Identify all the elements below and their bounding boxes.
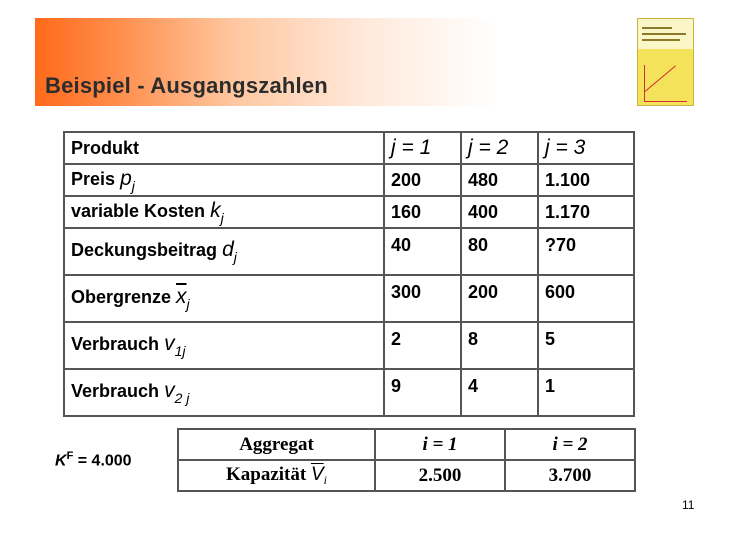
cell: 4 <box>461 369 538 416</box>
row-label: Obergrenze $\overline{x}_j$ <box>64 275 384 322</box>
row-label: Verbrauch $v_{1j}$ <box>64 322 384 369</box>
table-row <box>64 275 634 322</box>
row-label: Deckungsbeitrag $d_j$ <box>64 228 384 275</box>
row-label: variable Kosten $k_j$ <box>64 196 384 228</box>
aggregate-table <box>177 428 636 492</box>
cell: 3.700 <box>505 460 635 491</box>
fixed-cost-label: $K^F = 4.000$ <box>55 450 132 470</box>
cell: 1.100 <box>538 164 634 196</box>
table-row <box>64 164 634 196</box>
slide-title: Beispiel - Ausgangszahlen <box>45 73 328 98</box>
row-label: Verbrauch $v_{2 j}$ <box>64 369 384 416</box>
cell: 200 <box>384 164 461 196</box>
header-j2: j = 2 <box>461 132 538 164</box>
cell: 160 <box>384 196 461 228</box>
cell: 1 <box>538 369 634 416</box>
cell: 600 <box>538 275 634 322</box>
header-i2: i = 2 <box>505 429 635 460</box>
header-produkt: Produkt <box>64 132 384 164</box>
product-table <box>63 131 635 417</box>
table-row <box>178 460 635 491</box>
row-label: Preis $p_j$ <box>64 164 384 196</box>
row-label-kapazitaet: Kapazität $\overline{V}_i$ <box>178 460 375 491</box>
cell: 40 <box>384 228 461 275</box>
table-row <box>64 228 634 275</box>
cell: 8 <box>461 322 538 369</box>
header-aggregat: Aggregat <box>178 429 375 460</box>
cell: 5 <box>538 322 634 369</box>
cell: 400 <box>461 196 538 228</box>
cell: 9 <box>384 369 461 416</box>
header-j1: j = 1 <box>384 132 461 164</box>
table-row <box>64 369 634 416</box>
header-j3: j = 3 <box>538 132 634 164</box>
cell: 80 <box>461 228 538 275</box>
cell: 200 <box>461 275 538 322</box>
cell: 2.500 <box>375 460 505 491</box>
cell: 480 <box>461 164 538 196</box>
table-row <box>64 322 634 369</box>
header-i1: i = 1 <box>375 429 505 460</box>
table-row <box>64 196 634 228</box>
book-cover-image <box>637 18 694 106</box>
aggregate-header-row <box>178 429 635 460</box>
cell: 2 <box>384 322 461 369</box>
cell: ?70 <box>538 228 634 275</box>
table-header-row <box>64 132 634 164</box>
page-number: 11 <box>682 498 695 512</box>
cell: 1.170 <box>538 196 634 228</box>
cell: 300 <box>384 275 461 322</box>
